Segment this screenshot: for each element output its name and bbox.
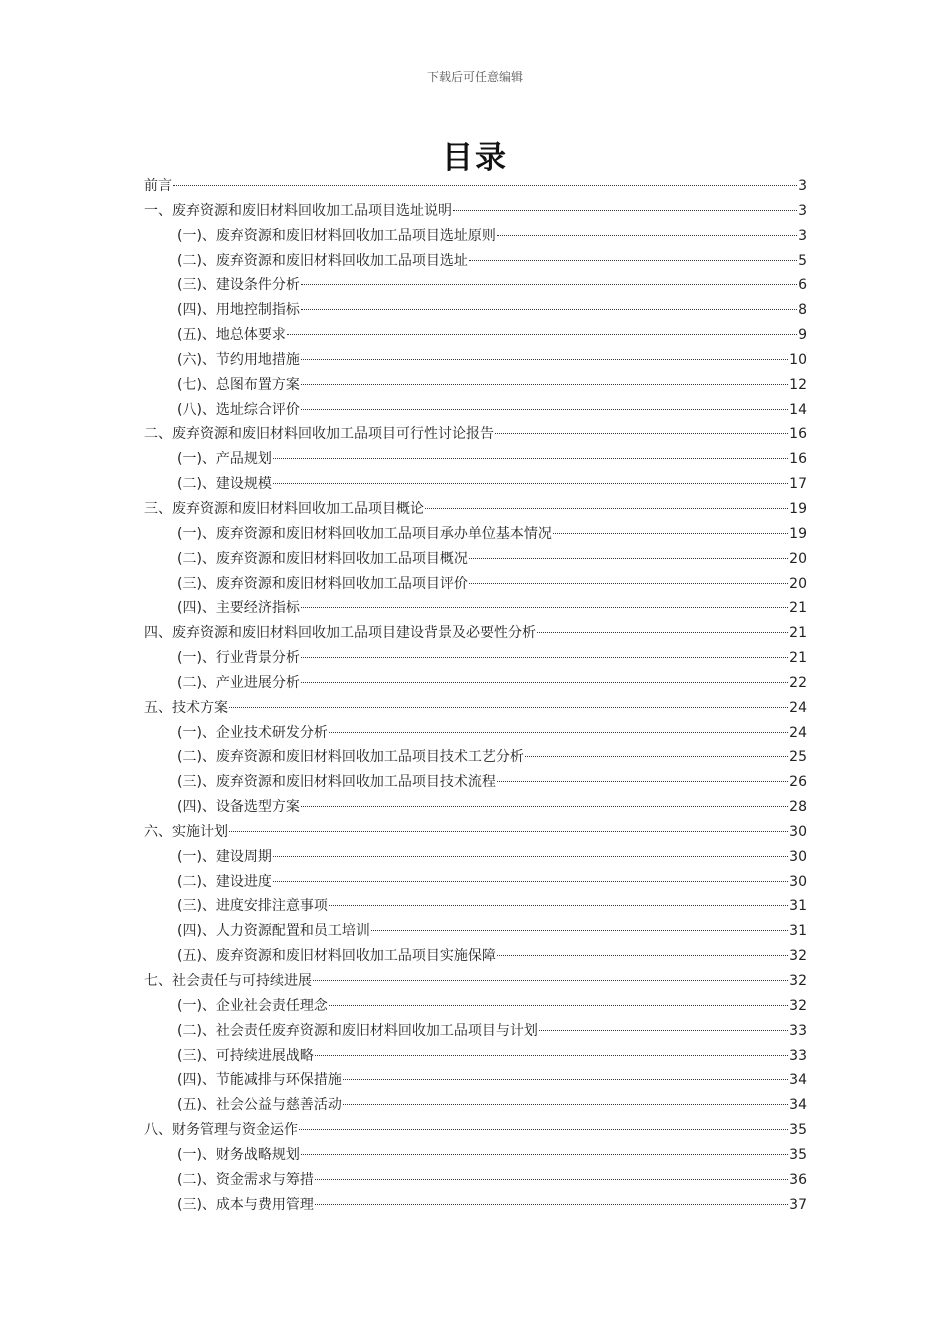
toc-chapter-entry[interactable] xyxy=(144,969,807,994)
toc-entry-label: (三)、成本与费用管理 xyxy=(177,1196,314,1213)
dot-leader xyxy=(313,980,788,981)
dot-leader xyxy=(537,632,788,633)
toc-entry-label: (四)、主要经济指标 xyxy=(177,600,300,617)
toc-section-entry[interactable] xyxy=(144,894,807,919)
toc-entry-label: (一)、企业技术研发分析 xyxy=(177,724,328,741)
toc-chapter-entry[interactable] xyxy=(144,199,807,224)
toc-entry-label: (二)、资金需求与筹措 xyxy=(177,1171,314,1188)
toc-section-entry[interactable] xyxy=(144,770,807,795)
dot-leader xyxy=(273,856,788,857)
dot-leader xyxy=(315,1204,788,1205)
toc-page-number: 21 xyxy=(789,625,807,642)
toc-section-entry[interactable] xyxy=(144,944,807,969)
toc-section-entry[interactable] xyxy=(144,1044,807,1069)
dot-leader xyxy=(453,210,797,211)
toc-page-number: 31 xyxy=(789,898,807,915)
toc-entry-label: 一、废弃资源和废旧材料回收加工品项目选址说明 xyxy=(144,202,452,219)
toc-entry-label: (四)、人力资源配置和员工培训 xyxy=(177,923,370,940)
toc-entry-label: 前言 xyxy=(144,178,172,194)
toc-page-number: 3 xyxy=(798,202,807,219)
dot-leader xyxy=(371,930,788,931)
toc-section-entry[interactable] xyxy=(144,870,807,895)
dot-leader xyxy=(301,806,788,807)
toc-page-number: 6 xyxy=(798,277,807,294)
toc-chapter-entry[interactable] xyxy=(144,621,807,646)
toc-entry-label: 四、废弃资源和废旧材料回收加工品项目建设背景及必要性分析 xyxy=(144,625,536,642)
toc-page-number: 26 xyxy=(789,774,807,791)
dot-leader xyxy=(301,359,788,360)
toc-page-number: 16 xyxy=(789,451,807,468)
toc-page-number: 32 xyxy=(789,973,807,989)
toc-entry-label: (三)、进度安排注意事项 xyxy=(177,898,328,915)
toc-page-number: 31 xyxy=(789,923,807,940)
toc-entry-label: (一)、企业社会责任理念 xyxy=(177,997,328,1014)
toc-page-number: 30 xyxy=(789,823,807,840)
toc-section-entry[interactable] xyxy=(144,323,807,348)
toc-section-entry[interactable] xyxy=(144,671,807,696)
dot-leader xyxy=(301,309,797,310)
toc-section-entry[interactable] xyxy=(144,845,807,870)
dot-leader xyxy=(273,881,788,882)
toc-page-number: 20 xyxy=(789,575,807,592)
toc-section-entry[interactable] xyxy=(144,273,807,298)
toc-page-number: 36 xyxy=(789,1171,807,1188)
toc-section-entry[interactable] xyxy=(144,1019,807,1044)
toc-page-number: 32 xyxy=(789,997,807,1014)
toc-chapter-entry[interactable] xyxy=(144,820,807,845)
toc-page-number: 19 xyxy=(789,500,807,517)
dot-leader xyxy=(343,1079,788,1080)
toc-section-entry[interactable] xyxy=(144,373,807,398)
dot-leader xyxy=(273,458,788,459)
toc-entry-label: (四)、设备选型方案 xyxy=(177,799,300,816)
dot-leader xyxy=(497,235,797,236)
toc-section-entry[interactable] xyxy=(144,398,807,423)
dot-leader xyxy=(315,1179,788,1180)
dot-leader xyxy=(301,384,788,385)
toc-chapter-entry[interactable] xyxy=(144,174,807,199)
toc-section-entry[interactable] xyxy=(144,472,807,497)
toc-section-entry[interactable] xyxy=(144,994,807,1019)
toc-section-entry[interactable] xyxy=(144,224,807,249)
dot-leader xyxy=(287,334,797,335)
toc-page-number: 19 xyxy=(789,525,807,542)
toc-entry-label: (四)、节能减排与环保措施 xyxy=(177,1072,342,1089)
dot-leader xyxy=(299,1129,788,1130)
toc-entry-label: 八、财务管理与资金运作 xyxy=(144,1122,298,1139)
toc-entry-label: (七)、总图布置方案 xyxy=(177,376,300,393)
toc-entry-label: (五)、废弃资源和废旧材料回收加工品项目实施保障 xyxy=(177,948,496,965)
toc-page-number: 24 xyxy=(789,699,807,716)
toc-page-number: 30 xyxy=(789,873,807,890)
toc-section-entry[interactable] xyxy=(144,447,807,472)
toc-section-entry[interactable] xyxy=(144,795,807,820)
dot-leader xyxy=(229,707,788,708)
dot-leader xyxy=(273,483,788,484)
toc-page-number: 10 xyxy=(789,351,807,368)
toc-page-number: 17 xyxy=(789,476,807,493)
toc-page-number: 21 xyxy=(789,650,807,667)
toc-section-entry[interactable] xyxy=(144,745,807,770)
toc-page-number: 35 xyxy=(789,1146,807,1163)
toc-section-entry[interactable] xyxy=(144,298,807,323)
toc-section-entry[interactable] xyxy=(144,1093,807,1118)
toc-section-entry[interactable] xyxy=(144,348,807,373)
dot-leader xyxy=(229,831,788,832)
dot-leader xyxy=(497,781,788,782)
toc-section-entry[interactable] xyxy=(144,1143,807,1168)
dot-leader xyxy=(525,756,788,757)
toc-entry-label: (二)、废弃资源和废旧材料回收加工品项目选址 xyxy=(177,252,468,269)
toc-page-number: 14 xyxy=(789,401,807,418)
toc-section-entry[interactable] xyxy=(144,1193,807,1218)
toc-entry-label: (二)、社会责任废弃资源和废旧材料回收加工品项目与计划 xyxy=(177,1022,538,1039)
toc-page-number: 30 xyxy=(789,848,807,865)
toc-entry-label: (六)、节约用地措施 xyxy=(177,351,300,368)
dot-leader xyxy=(495,433,788,434)
toc-entry-label: (三)、建设条件分析 xyxy=(177,277,300,294)
toc-section-entry[interactable] xyxy=(144,547,807,572)
page-header: 下载后可任意编辑 xyxy=(426,70,523,84)
toc-entry-label: (二)、建设规模 xyxy=(177,476,272,493)
dot-leader xyxy=(469,583,788,584)
toc-page-number: 9 xyxy=(798,327,807,344)
toc-entry-label: (五)、社会公益与慈善活动 xyxy=(177,1097,342,1114)
toc-page-number: 3 xyxy=(798,227,807,244)
toc-section-entry[interactable] xyxy=(144,721,807,746)
toc-page-number: 8 xyxy=(798,302,807,319)
toc-page-number: 25 xyxy=(789,749,807,766)
toc-page-number: 3 xyxy=(798,178,807,194)
dot-leader xyxy=(301,284,797,285)
toc-page-number: 5 xyxy=(798,252,807,269)
toc-chapter-entry[interactable] xyxy=(144,696,807,721)
dot-leader xyxy=(425,508,788,509)
toc-entry-label: (二)、废弃资源和废旧材料回收加工品项目概况 xyxy=(177,550,468,567)
toc-section-entry[interactable] xyxy=(144,572,807,597)
table-of-contents xyxy=(144,174,807,1217)
toc-section-entry[interactable] xyxy=(144,1068,807,1093)
toc-page-number: 37 xyxy=(789,1196,807,1213)
toc-section-entry[interactable] xyxy=(144,596,807,621)
toc-page-number: 33 xyxy=(789,1022,807,1039)
toc-section-entry[interactable] xyxy=(144,249,807,274)
toc-page-number: 33 xyxy=(789,1047,807,1064)
toc-entry-label: 三、废弃资源和废旧材料回收加工品项目概论 xyxy=(144,500,424,517)
toc-page-number: 28 xyxy=(789,799,807,816)
toc-page-number: 34 xyxy=(789,1097,807,1114)
toc-chapter-entry[interactable] xyxy=(144,497,807,522)
toc-entry-label: (一)、财务战略规划 xyxy=(177,1146,300,1163)
toc-entry-label: (二)、产业进展分析 xyxy=(177,674,300,691)
toc-entry-label: (四)、用地控制指标 xyxy=(177,302,300,319)
toc-section-entry[interactable] xyxy=(144,1168,807,1193)
toc-page-number: 32 xyxy=(789,948,807,965)
toc-entry-label: (一)、产品规划 xyxy=(177,451,272,468)
toc-entry-label: (三)、废弃资源和废旧材料回收加工品项目技术流程 xyxy=(177,774,496,791)
toc-chapter-entry[interactable] xyxy=(144,422,807,447)
dot-leader xyxy=(343,1104,788,1105)
dot-leader xyxy=(301,409,788,410)
toc-entry-label: 七、社会责任与可持续进展 xyxy=(144,973,312,989)
toc-page-number: 21 xyxy=(789,600,807,617)
toc-entry-label: (三)、可持续进展战略 xyxy=(177,1047,314,1064)
dot-leader xyxy=(301,1154,788,1155)
toc-entry-label: (一)、废弃资源和废旧材料回收加工品项目承办单位基本情况 xyxy=(177,525,552,542)
dot-leader xyxy=(301,682,788,683)
toc-section-entry[interactable] xyxy=(144,522,807,547)
dot-leader xyxy=(315,1055,788,1056)
toc-page-number: 34 xyxy=(789,1072,807,1089)
toc-page-number: 24 xyxy=(789,724,807,741)
dot-leader xyxy=(329,905,788,906)
dot-leader xyxy=(329,732,788,733)
dot-leader xyxy=(301,657,788,658)
dot-leader xyxy=(469,260,797,261)
toc-entry-label: (三)、废弃资源和废旧材料回收加工品项目评价 xyxy=(177,575,468,592)
toc-chapter-entry[interactable] xyxy=(144,1118,807,1143)
toc-page-number: 16 xyxy=(789,426,807,443)
toc-page-number: 35 xyxy=(789,1122,807,1139)
toc-entry-label: (五)、地总体要求 xyxy=(177,327,286,344)
toc-page-number: 20 xyxy=(789,550,807,567)
toc-page-number: 12 xyxy=(789,376,807,393)
dot-leader xyxy=(469,558,788,559)
dot-leader xyxy=(173,185,797,186)
dot-leader xyxy=(301,607,788,608)
toc-entry-label: (二)、废弃资源和废旧材料回收加工品项目技术工艺分析 xyxy=(177,749,524,766)
toc-page-number: 22 xyxy=(789,674,807,691)
dot-leader xyxy=(539,1030,788,1031)
dot-leader xyxy=(329,1005,788,1006)
toc-entry-label: 二、废弃资源和废旧材料回收加工品项目可行性讨论报告 xyxy=(144,426,494,443)
toc-entry-label: (八)、选址综合评价 xyxy=(177,401,300,418)
toc-entry-label: (一)、废弃资源和废旧材料回收加工品项目选址原则 xyxy=(177,227,496,244)
toc-section-entry[interactable] xyxy=(144,646,807,671)
dot-leader xyxy=(553,533,788,534)
toc-entry-label: 五、技术方案 xyxy=(144,699,228,716)
toc-section-entry[interactable] xyxy=(144,919,807,944)
toc-title: 目录 xyxy=(442,140,508,176)
toc-entry-label: (一)、行业背景分析 xyxy=(177,650,300,667)
toc-entry-label: (二)、建设进度 xyxy=(177,873,272,890)
dot-leader xyxy=(497,955,788,956)
toc-entry-label: 六、实施计划 xyxy=(144,823,228,840)
toc-entry-label: (一)、建设周期 xyxy=(177,848,272,865)
